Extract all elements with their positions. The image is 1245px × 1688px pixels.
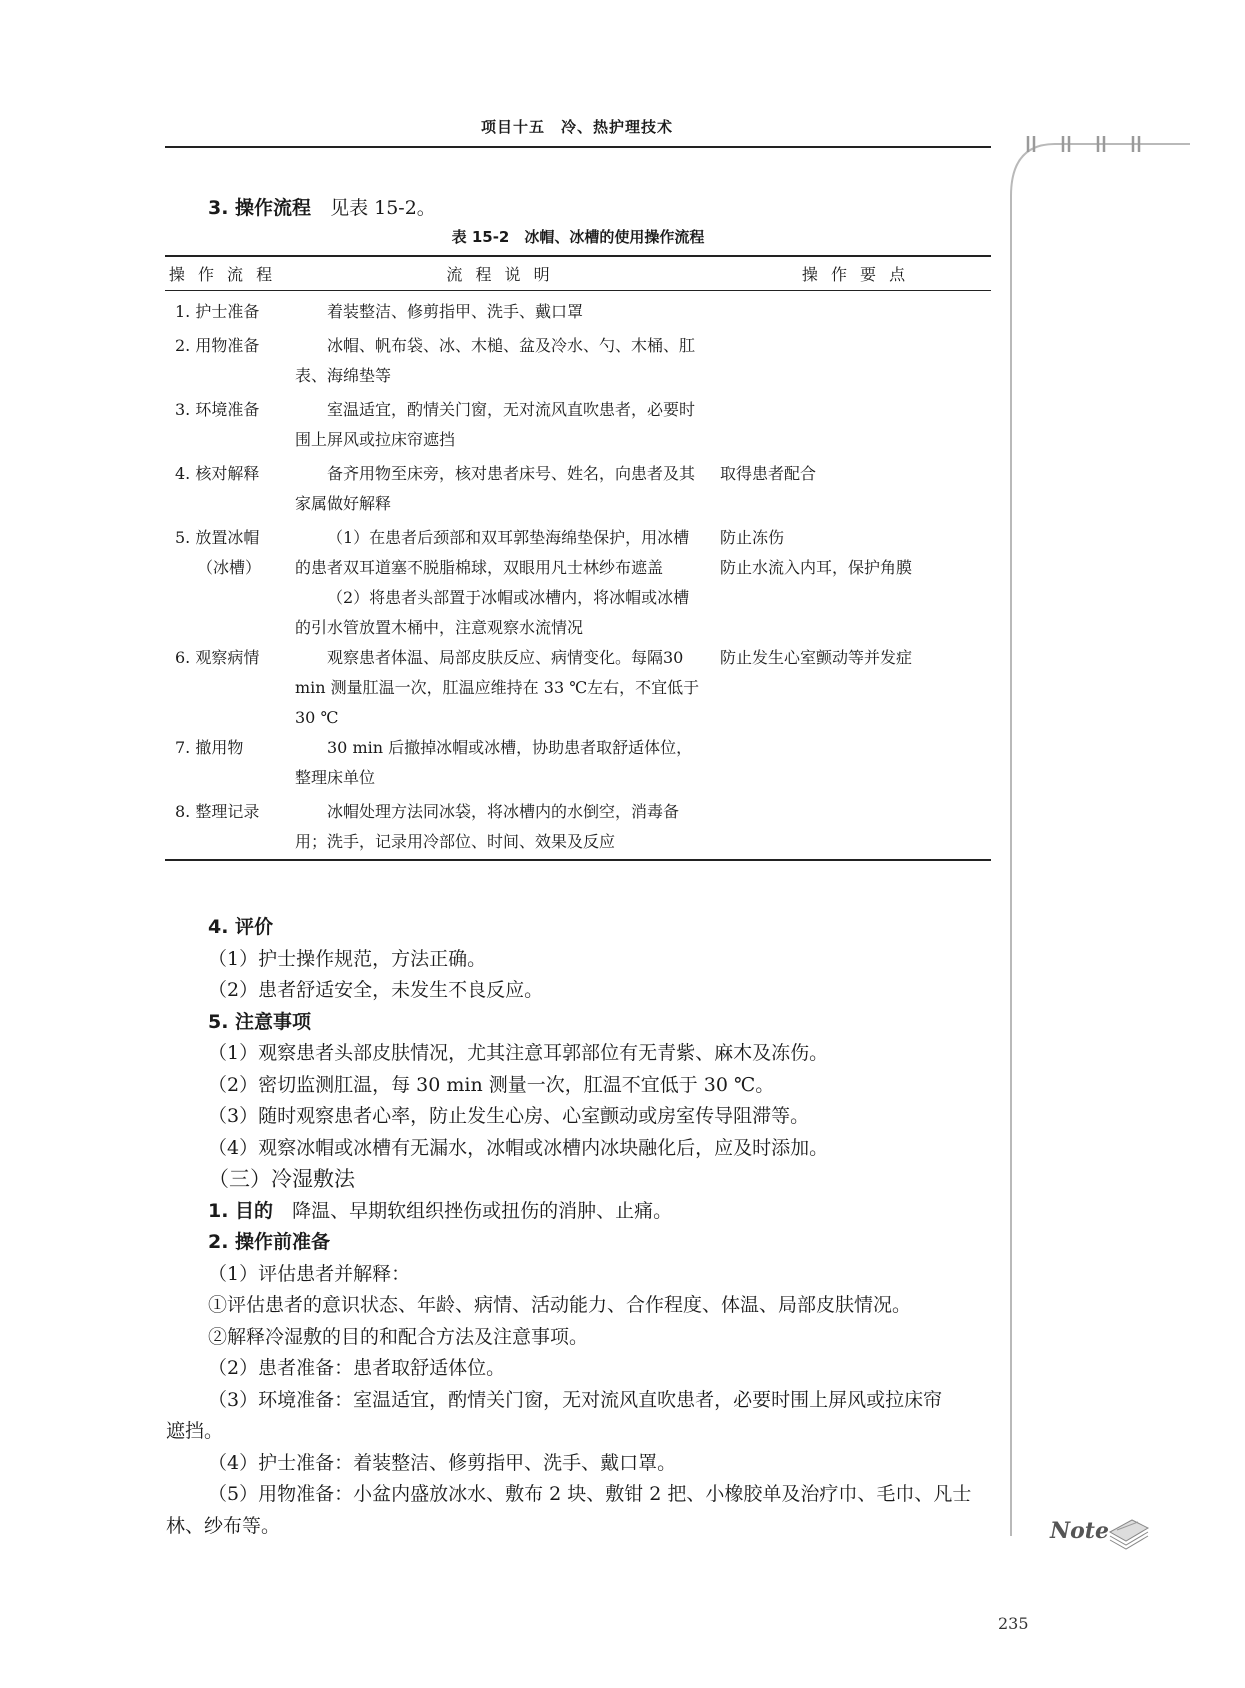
section-5-item: （1）观察患者头部皮肤情况，尤其注意耳郭部位有无青紫、麻木及冻伤。: [208, 1042, 829, 1064]
purpose-number: 1. 目的: [208, 1199, 274, 1222]
body-text: [166, 912, 998, 1542]
table-row: [165, 797, 991, 857]
section-5-item: （3）随时观察患者心率，防止发生心房、心室颤动或房室传导阻滞等。: [208, 1105, 810, 1127]
step-label: 2. 用物准备: [175, 336, 260, 355]
table-row: [165, 733, 991, 793]
purpose-text: 降温、早期软组织挫伤或扭伤的消肿、止痛。: [292, 1199, 673, 1222]
prep-item: （1）评估患者并解释：: [208, 1262, 411, 1285]
running-header: 项目十五 冷、热护理技术: [480, 118, 673, 136]
prep-item: ②解释冷湿敷的目的和配合方法及注意事项。: [208, 1325, 589, 1348]
table-row: [165, 395, 991, 455]
section-4-item: （1）护士操作规范，方法正确。: [208, 947, 487, 970]
side-ornament: [1010, 136, 1210, 1556]
table-row: [165, 297, 991, 327]
section-3-text: 见表 15-2。: [330, 197, 436, 219]
step-label: 1. 护士准备: [175, 302, 260, 321]
key-point: 防止水流入内耳，保护角膜: [720, 558, 913, 577]
key-point: 取得患者配合: [720, 464, 817, 483]
table-row: [165, 523, 991, 643]
step-description: 备齐用物至床旁，核对患者床号、姓名，向患者及其家属做好解释: [295, 464, 696, 513]
prep-item: （2）患者准备：患者取舒适体位。: [208, 1357, 506, 1379]
prep-heading: 2. 操作前准备: [208, 1231, 331, 1253]
step-label: 3. 环境准备: [175, 400, 260, 419]
table-body: [165, 291, 991, 859]
section-3-heading: [208, 193, 436, 220]
key-point: 防止发生心室颤动等并发症: [720, 648, 913, 667]
step-description: 观察患者体温、局部皮肤反应、病情变化。每隔30 min 测量肛温一次，肛温应维持在 33 ℃左右，不宜低于 30 ℃: [295, 648, 700, 727]
table-row: [165, 459, 991, 519]
step-label: 7. 撤用物: [175, 738, 244, 757]
prep-supplies-continuation: 林、纱布等。: [166, 1514, 281, 1537]
table-row: [165, 331, 991, 391]
section-5-item: （4）观察冰帽或冰槽有无漏水，冰帽或冰槽内冰块融化后，应及时添加。: [208, 1136, 829, 1159]
section-5-heading: 5. 注意事项: [208, 1010, 312, 1033]
prep-nurse: （4）护士准备：着装整洁、修剪指甲、洗手、戴口罩。: [208, 1451, 677, 1474]
table-caption: 表 15-2 冰帽、冰槽的使用操作流程: [451, 228, 705, 246]
header-rule: [165, 146, 991, 148]
prep-environment-continuation: 遮挡。: [166, 1420, 224, 1442]
header-key-points: 操 作 要 点: [801, 265, 910, 284]
step-description: 着装整洁、修剪指甲、洗手、戴口罩: [327, 302, 584, 321]
header-step: 操 作 流 程: [168, 265, 277, 284]
table-bottom-rule: [165, 859, 991, 861]
step-label: 5. 放置冰帽: [175, 528, 260, 547]
procedure-table: [165, 255, 991, 861]
section-3-number: 3. 操作流程: [208, 197, 312, 219]
step-label: 6. 观察病情: [175, 648, 260, 667]
step-description: （2）将患者头部置于冰帽或冰槽内，将冰帽或冰槽的引水管放置木桶中，注意观察水流情况: [295, 588, 690, 637]
section-5-item: （2）密切监测肛温，每 30 min 测量一次，肛温不宜低于 30 ℃。: [208, 1073, 775, 1096]
step-description: 室温适宜，酌情关门窗，无对流风直吹患者，必要时围上屏风或拉床帘遮挡: [295, 400, 696, 449]
step-label: 4. 核对解释: [175, 464, 260, 483]
step-description: （1）在患者后颈部和双耳郭垫海绵垫保护，用冰槽的患者双耳道塞不脱脂棉球，双眼用凡士林纱布遮盖: [295, 528, 690, 577]
step-label-continuation: （冰槽）: [197, 558, 262, 577]
table-header-row: [165, 257, 991, 290]
prep-supplies: （5）用物准备：小盆内盛放冰水、敷布 2 块、敷钳 2 把、小橡胶单及治疗巾、毛巾、凡士: [208, 1483, 972, 1505]
page-number: 235: [998, 1614, 1029, 1633]
header-description: 流 程 说 明: [446, 265, 554, 284]
note-icon: [1049, 1518, 1148, 1549]
prep-item: ①评估患者的意识状态、年龄、病情、活动能力、合作程度、体温、局部皮肤情况。: [208, 1294, 912, 1316]
key-point: 防止冻伤: [720, 528, 785, 547]
step-description: 30 min 后撤掉冰帽或冰槽，协助患者取舒适体位，整理床单位: [295, 738, 693, 787]
section-4-item: （2）患者舒适安全，未发生不良反应。: [208, 979, 544, 1001]
step-description: 冰帽、帆布袋、冰、木槌、盆及冷水、勺、木桶、肛表、海绵垫等: [295, 336, 696, 385]
table-row: [165, 643, 991, 733]
section-4-heading: 4. 评价: [208, 916, 274, 938]
step-description: 冰帽处理方法同冰袋，将冰槽内的水倒空，消毒备用；洗手，记录用冷部位、时间、效果及反应: [295, 802, 680, 851]
step-label: 8. 整理记录: [175, 802, 260, 821]
note-label: Note: [1050, 1518, 1109, 1544]
subsection-heading: （三）冷湿敷法: [208, 1167, 355, 1191]
prep-environment: （3）环境准备：室温适宜，酌情关门窗，无对流风直吹患者，必要时围上屏风或拉床帘: [208, 1388, 943, 1411]
